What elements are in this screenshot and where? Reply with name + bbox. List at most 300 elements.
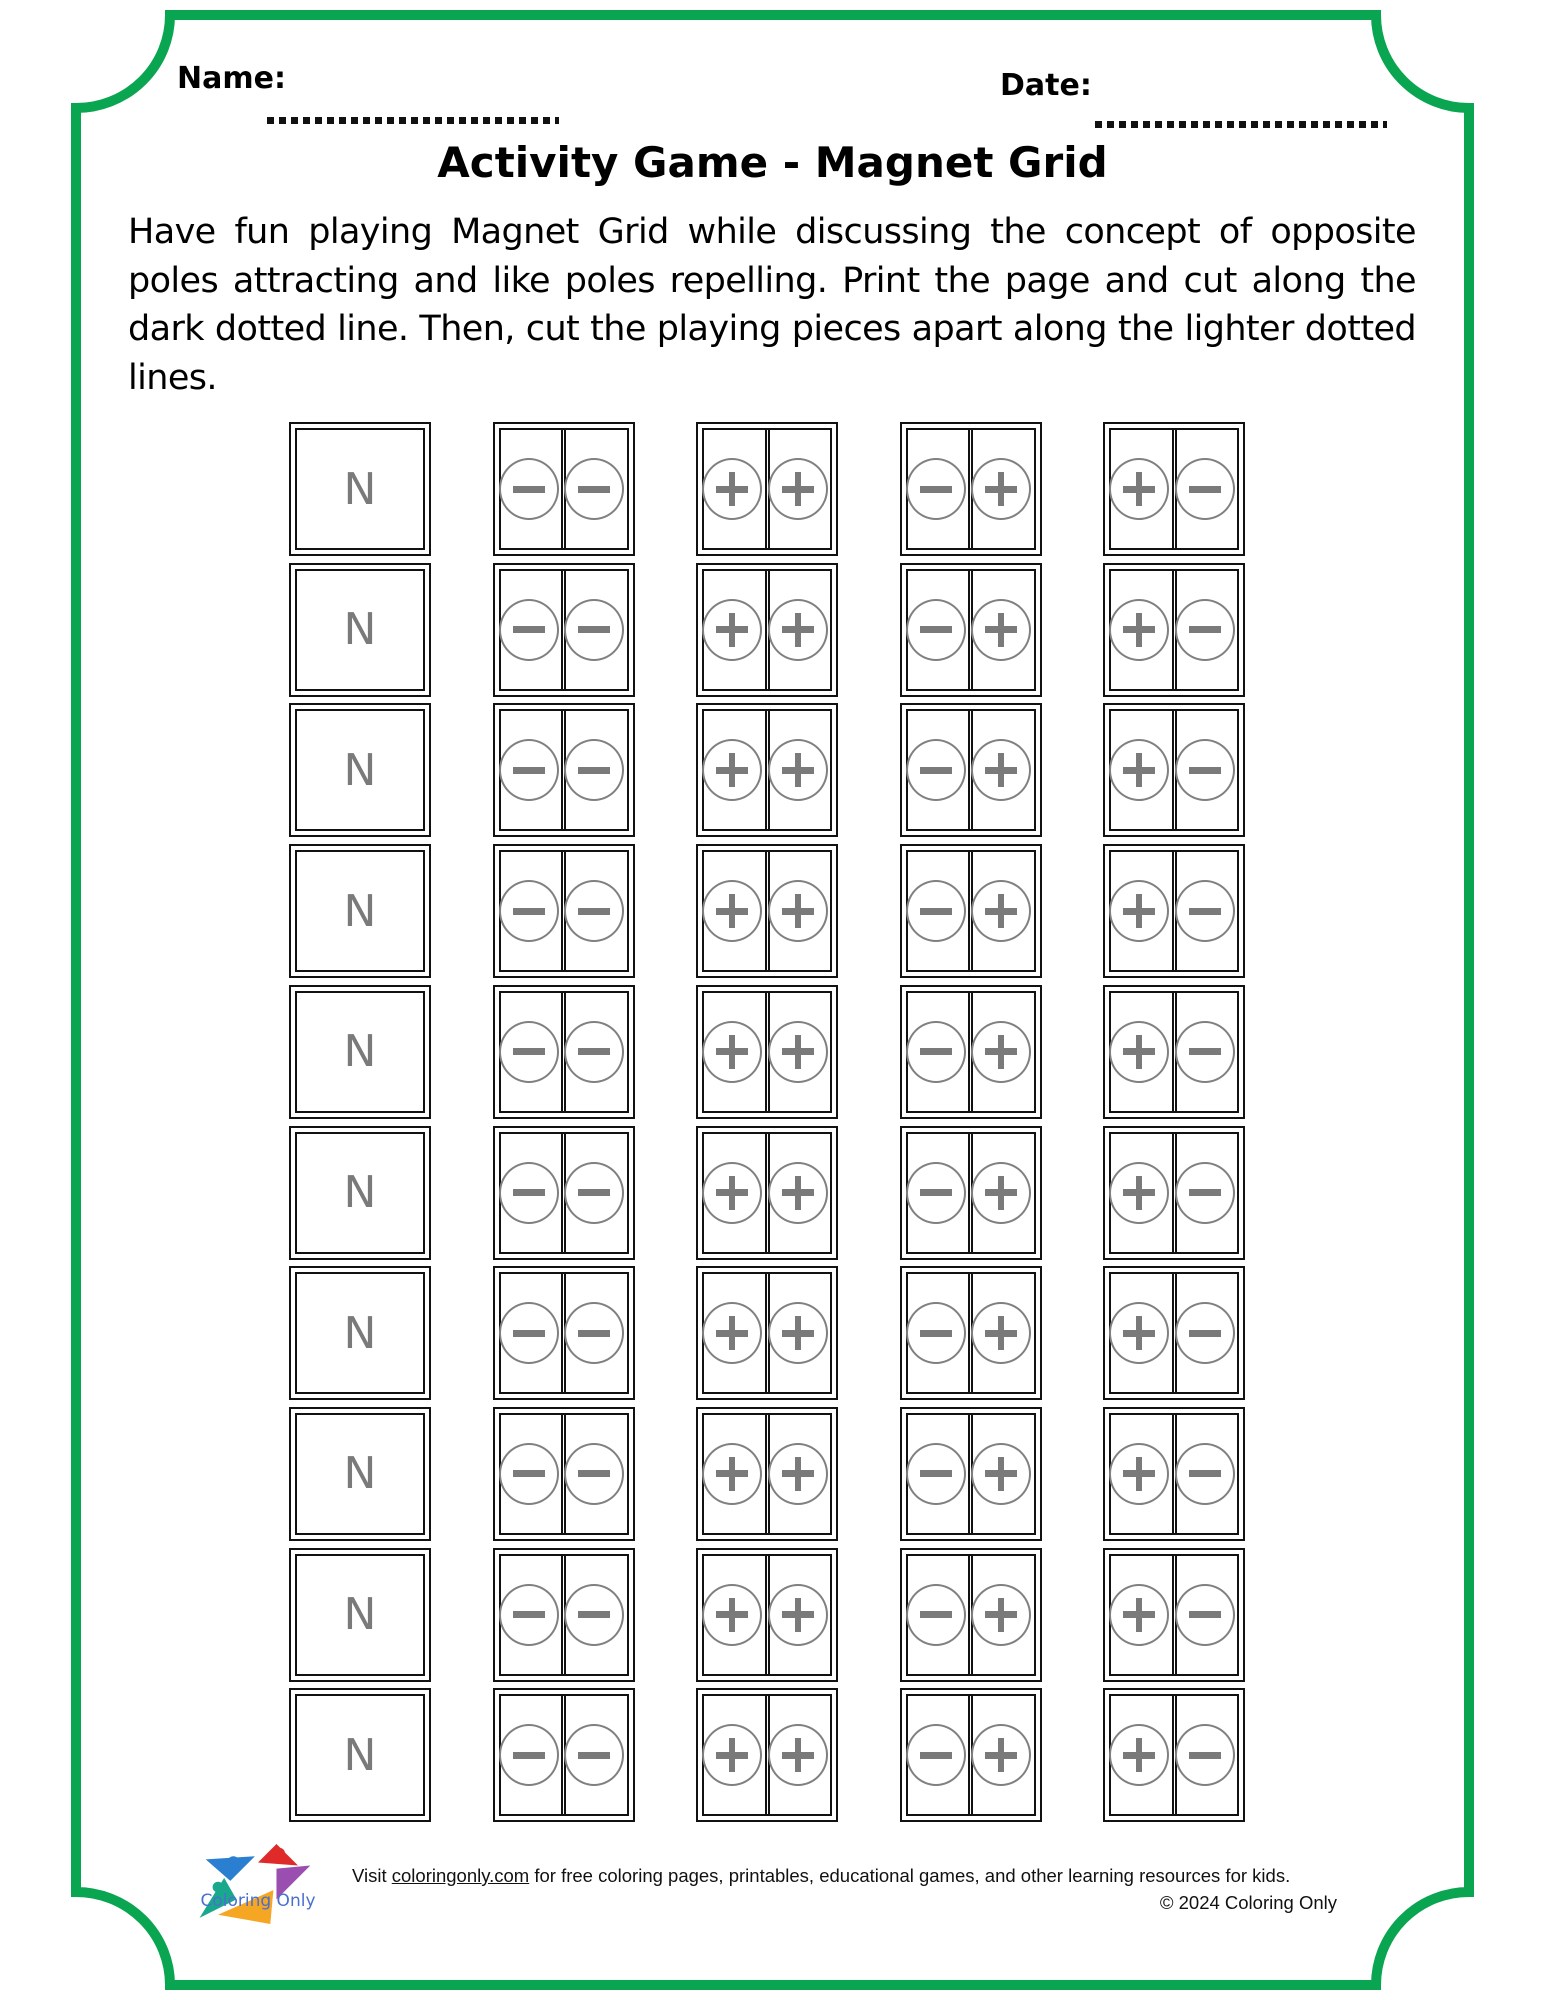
- piece-inner-border: [499, 1272, 629, 1394]
- sign-bar: [1189, 908, 1221, 915]
- magnet-half: [1111, 430, 1172, 548]
- piece-inner-border: [499, 569, 629, 691]
- sign-bar-vertical: [729, 1035, 735, 1069]
- plus-circle-icon: [702, 1021, 762, 1083]
- magnet-half: [968, 1415, 1034, 1533]
- north-pole-piece: [289, 1126, 431, 1260]
- minus-circle-icon: [906, 1302, 966, 1364]
- coloringonly-link[interactable]: coloringonly.com: [391, 1865, 530, 1886]
- magnet-half: [704, 1696, 765, 1814]
- magnet-half: [908, 993, 969, 1111]
- magnet-half: [704, 430, 765, 548]
- sign-bar-vertical: [729, 1176, 735, 1210]
- plus-circle-icon: [1109, 1724, 1169, 1786]
- magnet-half: [704, 571, 765, 689]
- magnet-half: [1111, 711, 1172, 829]
- magnet-half: [561, 1274, 627, 1392]
- sign-bar: [1189, 1752, 1221, 1759]
- piece-inner-border: [499, 991, 629, 1113]
- plus-circle-icon: [702, 1162, 762, 1224]
- magnet-pair-piece: [1103, 1407, 1245, 1541]
- sign-bar-vertical: [998, 1035, 1004, 1069]
- sign-bar-vertical: [1136, 1598, 1142, 1632]
- sign-bar-vertical: [729, 472, 735, 506]
- sign-bar-vertical: [729, 613, 735, 647]
- magnet-pair-piece: [900, 1688, 1042, 1822]
- plus-circle-icon: [768, 1724, 828, 1786]
- magnet-pair-piece: [493, 1126, 635, 1260]
- magnet-pair-piece: [493, 1548, 635, 1682]
- minus-circle-icon: [499, 1443, 559, 1505]
- plus-circle-icon: [1109, 1021, 1169, 1083]
- magnet-half: [1172, 571, 1238, 689]
- magnet-pair-piece: [696, 563, 838, 697]
- magnet-half: [704, 993, 765, 1111]
- sign-bar-vertical: [795, 613, 801, 647]
- magnet-half: [968, 993, 1034, 1111]
- plus-circle-icon: [971, 1162, 1031, 1224]
- sign-bar: [1189, 1189, 1221, 1196]
- plus-circle-icon: [1109, 880, 1169, 942]
- north-label: N: [343, 1589, 377, 1641]
- minus-circle-icon: [906, 880, 966, 942]
- plus-circle-icon: [971, 1724, 1031, 1786]
- magnet-half: [908, 1696, 969, 1814]
- plus-circle-icon: [1109, 1584, 1169, 1646]
- north-pole-piece: [289, 1407, 431, 1541]
- magnet-pair-piece: [900, 422, 1042, 556]
- north-pole-piece: [289, 1548, 431, 1682]
- magnet-half: [765, 1696, 831, 1814]
- minus-circle-icon: [906, 1443, 966, 1505]
- magnet-half: [704, 711, 765, 829]
- piece-inner-border: [702, 709, 832, 831]
- piece-inner-border: [1109, 709, 1239, 831]
- magnet-half: [908, 1415, 969, 1533]
- piece-inner-border: [906, 1413, 1036, 1535]
- piece-inner-border: [1109, 1694, 1239, 1816]
- piece-inner-border: [1109, 1554, 1239, 1676]
- plus-circle-icon: [1109, 458, 1169, 520]
- sign-bar-vertical: [1136, 1457, 1142, 1491]
- magnet-half: [765, 1415, 831, 1533]
- magnet-half: [765, 852, 831, 970]
- name-label: Name:: [177, 61, 286, 96]
- plus-circle-icon: [702, 1584, 762, 1646]
- minus-circle-icon: [499, 1584, 559, 1646]
- sign-bar: [1189, 626, 1221, 633]
- plus-circle-icon: [702, 739, 762, 801]
- magnet-half: [704, 1134, 765, 1252]
- sign-bar: [513, 1752, 545, 1759]
- magnet-half: [908, 711, 969, 829]
- sign-bar-vertical: [795, 1598, 801, 1632]
- magnet-half: [501, 1274, 562, 1392]
- piece-inner-border: [499, 850, 629, 972]
- plus-circle-icon: [971, 1021, 1031, 1083]
- magnet-pair-piece: [696, 422, 838, 556]
- sign-bar: [513, 1048, 545, 1055]
- north-label: N: [343, 744, 377, 796]
- magnet-pair-piece: [900, 985, 1042, 1119]
- magnet-pair-piece: [900, 1126, 1042, 1260]
- plus-circle-icon: [768, 599, 828, 661]
- sign-bar: [920, 1470, 952, 1477]
- sign-bar-vertical: [729, 1316, 735, 1350]
- magnet-pair-piece: [900, 703, 1042, 837]
- magnet-pair-piece: [1103, 1688, 1245, 1822]
- sign-bar: [513, 1611, 545, 1618]
- magnet-pair-piece: [696, 1266, 838, 1400]
- minus-circle-icon: [564, 880, 624, 942]
- magnet-half: [908, 1134, 969, 1252]
- minus-circle-icon: [1175, 1021, 1235, 1083]
- magnet-pair-piece: [493, 985, 635, 1119]
- plus-circle-icon: [768, 880, 828, 942]
- piece-inner-border: [1109, 991, 1239, 1113]
- magnet-half: [968, 852, 1034, 970]
- plus-circle-icon: [768, 1021, 828, 1083]
- magnet-half: [501, 852, 562, 970]
- sign-bar: [920, 908, 952, 915]
- sign-bar-vertical: [1136, 753, 1142, 787]
- piece-inner-border: [702, 850, 832, 972]
- sign-bar: [578, 1189, 610, 1196]
- piece-inner-border: [906, 991, 1036, 1113]
- minus-circle-icon: [564, 739, 624, 801]
- magnet-pair-piece: [493, 1688, 635, 1822]
- sign-bar: [578, 1470, 610, 1477]
- magnet-half: [1172, 1556, 1238, 1674]
- sign-bar: [513, 1470, 545, 1477]
- plus-circle-icon: [768, 1162, 828, 1224]
- sign-bar: [1189, 1048, 1221, 1055]
- north-pole-piece: [289, 563, 431, 697]
- magnet-pair-piece: [900, 1548, 1042, 1682]
- sign-bar: [513, 626, 545, 633]
- minus-circle-icon: [1175, 1584, 1235, 1646]
- minus-circle-icon: [564, 458, 624, 520]
- sign-bar: [1189, 1611, 1221, 1618]
- magnet-half: [501, 1134, 562, 1252]
- sign-bar: [578, 1048, 610, 1055]
- magnet-half: [704, 1556, 765, 1674]
- north-label: N: [343, 463, 377, 515]
- piece-inner-border: [906, 850, 1036, 972]
- plus-circle-icon: [1109, 1302, 1169, 1364]
- piece-inner-border: [295, 569, 425, 691]
- magnet-pair-piece: [696, 1407, 838, 1541]
- minus-circle-icon: [1175, 599, 1235, 661]
- piece-inner-border: [1109, 1132, 1239, 1254]
- plus-circle-icon: [971, 599, 1031, 661]
- minus-circle-icon: [1175, 880, 1235, 942]
- magnet-pair-piece: [493, 422, 635, 556]
- magnet-half: [968, 1134, 1034, 1252]
- north-label: N: [343, 1026, 377, 1078]
- piece-inner-border: [295, 1132, 425, 1254]
- piece-inner-border: [295, 850, 425, 972]
- piece-inner-border: [702, 1272, 832, 1394]
- magnet-half: [1172, 430, 1238, 548]
- plus-circle-icon: [768, 1443, 828, 1505]
- sign-bar: [920, 626, 952, 633]
- magnet-half: [908, 852, 969, 970]
- north-label: N: [343, 1307, 377, 1359]
- sign-bar: [1189, 767, 1221, 774]
- piece-inner-border: [499, 1694, 629, 1816]
- magnet-half: [1111, 852, 1172, 970]
- plus-circle-icon: [1109, 599, 1169, 661]
- sign-bar: [1189, 486, 1221, 493]
- piece-inner-border: [906, 1132, 1036, 1254]
- magnet-half: [704, 852, 765, 970]
- piece-inner-border: [702, 1132, 832, 1254]
- north-pole-piece: [289, 985, 431, 1119]
- magnet-half: [1111, 1696, 1172, 1814]
- north-label: N: [343, 604, 377, 656]
- sign-bar-vertical: [795, 753, 801, 787]
- magnet-pair-piece: [493, 1407, 635, 1541]
- piece-inner-border: [1109, 1413, 1239, 1535]
- piece-inner-border: [1109, 428, 1239, 550]
- magnet-half: [561, 1415, 627, 1533]
- minus-circle-icon: [499, 739, 559, 801]
- minus-circle-icon: [564, 1302, 624, 1364]
- sign-bar: [578, 1752, 610, 1759]
- magnet-half: [501, 1696, 562, 1814]
- magnet-pair-piece: [1103, 1126, 1245, 1260]
- minus-circle-icon: [564, 1584, 624, 1646]
- sign-bar: [513, 908, 545, 915]
- magnet-half: [968, 1556, 1034, 1674]
- magnet-half: [1111, 1556, 1172, 1674]
- plus-circle-icon: [702, 1302, 762, 1364]
- piece-inner-border: [702, 991, 832, 1113]
- sign-bar-vertical: [1136, 613, 1142, 647]
- sign-bar-vertical: [1136, 1316, 1142, 1350]
- magnet-half: [968, 430, 1034, 548]
- magnet-pair-piece: [1103, 422, 1245, 556]
- magnet-pair-piece: [493, 703, 635, 837]
- piece-inner-border: [499, 1132, 629, 1254]
- minus-circle-icon: [1175, 458, 1235, 520]
- magnet-half: [765, 1134, 831, 1252]
- magnet-half: [561, 993, 627, 1111]
- magnet-half: [1111, 993, 1172, 1111]
- sign-bar: [578, 486, 610, 493]
- sign-bar-vertical: [998, 1176, 1004, 1210]
- magnet-half: [1111, 1415, 1172, 1533]
- sign-bar: [920, 767, 952, 774]
- sign-bar-vertical: [1136, 1035, 1142, 1069]
- footer-visit-suffix: for free coloring pages, printables, educational games, and other learning resources for kids.: [529, 1865, 1291, 1886]
- sign-bar-vertical: [795, 472, 801, 506]
- magnet-half: [561, 1134, 627, 1252]
- piece-inner-border: [295, 428, 425, 550]
- minus-circle-icon: [906, 1162, 966, 1224]
- sign-bar: [1189, 1330, 1221, 1337]
- magnet-half: [1111, 571, 1172, 689]
- magnet-half: [908, 1556, 969, 1674]
- piece-inner-border: [906, 1554, 1036, 1676]
- plus-circle-icon: [1109, 1162, 1169, 1224]
- magnet-half: [968, 1696, 1034, 1814]
- minus-circle-icon: [499, 599, 559, 661]
- sign-bar-vertical: [998, 1598, 1004, 1632]
- magnet-half: [1172, 852, 1238, 970]
- piece-inner-border: [295, 1554, 425, 1676]
- sign-bar: [578, 626, 610, 633]
- north-label: N: [343, 1448, 377, 1500]
- piece-inner-border: [906, 428, 1036, 550]
- sign-bar-vertical: [998, 1316, 1004, 1350]
- minus-circle-icon: [564, 1443, 624, 1505]
- sign-bar-vertical: [998, 1457, 1004, 1491]
- north-label: N: [343, 885, 377, 937]
- footer-visit-prefix: Visit: [352, 1865, 392, 1886]
- magnet-half: [968, 1274, 1034, 1392]
- minus-circle-icon: [1175, 1302, 1235, 1364]
- piece-inner-border: [906, 1694, 1036, 1816]
- copyright-text: © 2024 Coloring Only: [1159, 1892, 1337, 1913]
- sign-bar: [920, 486, 952, 493]
- minus-circle-icon: [1175, 1724, 1235, 1786]
- plus-circle-icon: [702, 458, 762, 520]
- magnet-pair-piece: [1103, 844, 1245, 978]
- magnet-pair-piece: [696, 703, 838, 837]
- piece-inner-border: [906, 1272, 1036, 1394]
- north-label: N: [343, 1729, 377, 1781]
- north-pole-piece: [289, 1266, 431, 1400]
- magnet-half: [968, 711, 1034, 829]
- sign-bar: [920, 1189, 952, 1196]
- piece-inner-border: [702, 1694, 832, 1816]
- plus-circle-icon: [702, 880, 762, 942]
- minus-circle-icon: [1175, 739, 1235, 801]
- magnet-half: [908, 1274, 969, 1392]
- plus-circle-icon: [971, 458, 1031, 520]
- plus-circle-icon: [768, 739, 828, 801]
- minus-circle-icon: [906, 1724, 966, 1786]
- magnet-half: [561, 430, 627, 548]
- magnet-half: [1172, 711, 1238, 829]
- sign-bar: [578, 1611, 610, 1618]
- minus-circle-icon: [1175, 1443, 1235, 1505]
- piece-inner-border: [702, 1554, 832, 1676]
- magnet-half: [765, 430, 831, 548]
- piece-inner-border: [499, 1413, 629, 1535]
- sign-bar: [513, 1330, 545, 1337]
- magnet-half: [1172, 1274, 1238, 1392]
- plus-circle-icon: [702, 1724, 762, 1786]
- magnet-half: [704, 1274, 765, 1392]
- plus-circle-icon: [971, 1584, 1031, 1646]
- piece-inner-border: [702, 428, 832, 550]
- magnet-half: [561, 711, 627, 829]
- sign-bar: [513, 486, 545, 493]
- sign-bar: [578, 1330, 610, 1337]
- magnet-half: [765, 993, 831, 1111]
- magnet-half: [561, 852, 627, 970]
- plus-circle-icon: [768, 1584, 828, 1646]
- magnet-pair-piece: [1103, 1266, 1245, 1400]
- magnet-pair-piece: [900, 563, 1042, 697]
- piece-inner-border: [1109, 850, 1239, 972]
- magnet-half: [1172, 993, 1238, 1111]
- sign-bar-vertical: [795, 1176, 801, 1210]
- magnet-half: [501, 430, 562, 548]
- piece-inner-border: [906, 569, 1036, 691]
- piece-inner-border: [906, 709, 1036, 831]
- sign-bar-vertical: [795, 1738, 801, 1772]
- minus-circle-icon: [564, 599, 624, 661]
- sign-bar-vertical: [998, 894, 1004, 928]
- magnet-half: [1111, 1134, 1172, 1252]
- plus-circle-icon: [971, 739, 1031, 801]
- magnet-half: [501, 1415, 562, 1533]
- magnet-half: [501, 571, 562, 689]
- magnet-half: [561, 571, 627, 689]
- minus-circle-icon: [499, 1162, 559, 1224]
- magnet-half: [1111, 1274, 1172, 1392]
- magnet-half: [501, 1556, 562, 1674]
- page-title: Activity Game - Magnet Grid: [437, 138, 1108, 187]
- magnet-half: [1172, 1415, 1238, 1533]
- minus-circle-icon: [564, 1021, 624, 1083]
- plus-circle-icon: [1109, 1443, 1169, 1505]
- magnet-pair-piece: [696, 1126, 838, 1260]
- minus-circle-icon: [499, 1724, 559, 1786]
- piece-inner-border: [295, 1272, 425, 1394]
- north-pole-piece: [289, 844, 431, 978]
- magnet-pair-piece: [696, 1688, 838, 1822]
- piece-inner-border: [499, 1554, 629, 1676]
- magnet-pair-piece: [493, 563, 635, 697]
- magnet-half: [501, 993, 562, 1111]
- sign-bar-vertical: [729, 894, 735, 928]
- plus-circle-icon: [971, 1443, 1031, 1505]
- magnet-half: [908, 571, 969, 689]
- minus-circle-icon: [499, 1021, 559, 1083]
- sign-bar: [578, 908, 610, 915]
- sign-bar-vertical: [795, 894, 801, 928]
- sign-bar: [513, 1189, 545, 1196]
- sign-bar-vertical: [1136, 894, 1142, 928]
- sign-bar-vertical: [998, 1738, 1004, 1772]
- plus-circle-icon: [971, 1302, 1031, 1364]
- minus-circle-icon: [906, 739, 966, 801]
- north-pole-piece: [289, 1688, 431, 1822]
- minus-circle-icon: [1175, 1162, 1235, 1224]
- piece-inner-border: [1109, 1272, 1239, 1394]
- piece-inner-border: [295, 991, 425, 1113]
- date-label: Date:: [1000, 68, 1092, 103]
- piece-inner-border: [295, 1413, 425, 1535]
- piece-inner-border: [1109, 569, 1239, 691]
- magnet-half: [561, 1556, 627, 1674]
- plus-circle-icon: [971, 880, 1031, 942]
- magnet-pair-piece: [900, 1266, 1042, 1400]
- piece-inner-border: [295, 709, 425, 831]
- piece-inner-border: [702, 1413, 832, 1535]
- sign-bar-vertical: [729, 1457, 735, 1491]
- magnet-pair-piece: [1103, 985, 1245, 1119]
- logo-text: Coloring Only: [200, 1891, 316, 1911]
- magnet-pair-piece: [493, 1266, 635, 1400]
- north-pole-piece: [289, 703, 431, 837]
- sign-bar-vertical: [729, 753, 735, 787]
